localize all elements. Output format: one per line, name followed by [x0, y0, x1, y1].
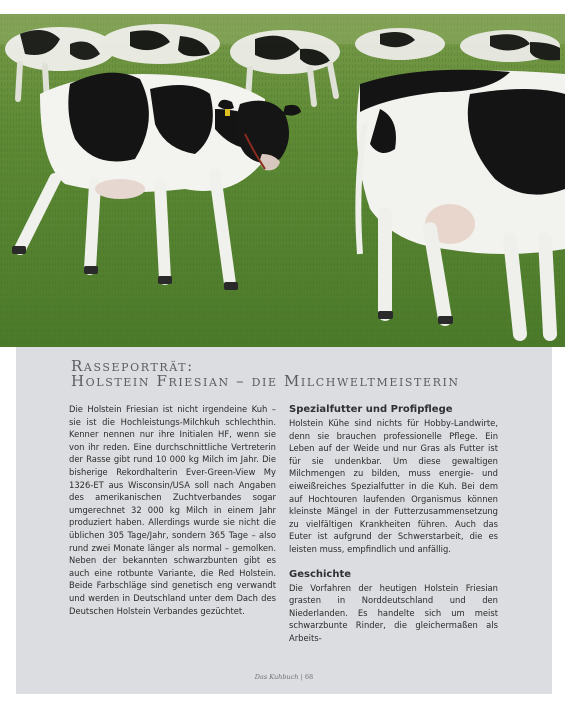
section-text-spezialfutter: Holstein Kühe sind nichts für Hobby-Landwirte, denn sie brauchen professionelle Pflege. Ein Leben auf der Weide und nur Gras als Futter ist für sie undenkbar. Um diese gewaltigen Milchmengen zu bilden, muss energie- und eiweißreiches Spezialfutter in die Kuh. Bei dem auf Hochtouren laufenden Organismus können kleinste Mängel in der Futterzusammensetzung zu vielfältigen Krankheiten führen. Auch das Euter ist aufgrund der Schwerstarbeit, die es leisten muss, empfindlich und anfällig.	[289, 418, 498, 554]
title-line-1: Rasseporträt:	[71, 357, 194, 375]
left-column	[69, 403, 276, 617]
page-number: 68	[304, 673, 314, 681]
page-footer	[16, 673, 552, 681]
article-title	[71, 359, 460, 389]
article-panel	[16, 347, 552, 694]
title-line-2: Holstein Friesian – die Milchweltmeisterin	[71, 372, 460, 390]
footer-separator: |	[300, 673, 303, 681]
section-heading-spezialfutter: Spezialfutter und Profipflege	[289, 404, 453, 415]
holstein-cows-illustration	[0, 14, 565, 347]
intro-paragraph: Die Holstein Friesian ist nicht irgendeine Kuh – sie ist die Hochleistungs-Milchkuh schlechthin. Kenner nennen nur ihre Initialen HF, wenn sie von ihr reden. Eine durchschnittliche Vertreterin der Rasse gibt rund 10 000 kg Milch im Jahr. Die bisherige Rekordhalterin Ever-Green-View My 1326-ET aus Wisconsin/USA soll nach Angaben des amerikanischen Zuchtverbandes sogar umgerechnet 32 000 kg Milch in einem Jahr produziert haben. Allerdings wurde sie nicht die üblichen 305 Tage/Jahr, sondern 365 Tage – also rund zwei Monate länger als normal – gemolken. Neben der bekannten schwarzbunten gibt es auch eine rotbunte Variante, die Red Holstein. Beide Farbschläge sind genetisch eng verwandt und werden in Deutschland unter dem Dach des Deutschen Holstein Verbandes gezüchtet.	[69, 404, 276, 616]
section-heading-geschichte: Geschichte	[289, 568, 352, 580]
section-text-geschichte: Die Vorfahren der heutigen Holstein Friesian grasten in Norddeutschland und den Niederlanden. Es handelte sich um meist schwarzbunte Rinder, die gleichermaßen als Arbeits-	[289, 582, 498, 643]
right-column	[289, 403, 498, 645]
book-title: Das Kuhbuch	[254, 673, 299, 681]
cows-photo	[0, 14, 565, 347]
